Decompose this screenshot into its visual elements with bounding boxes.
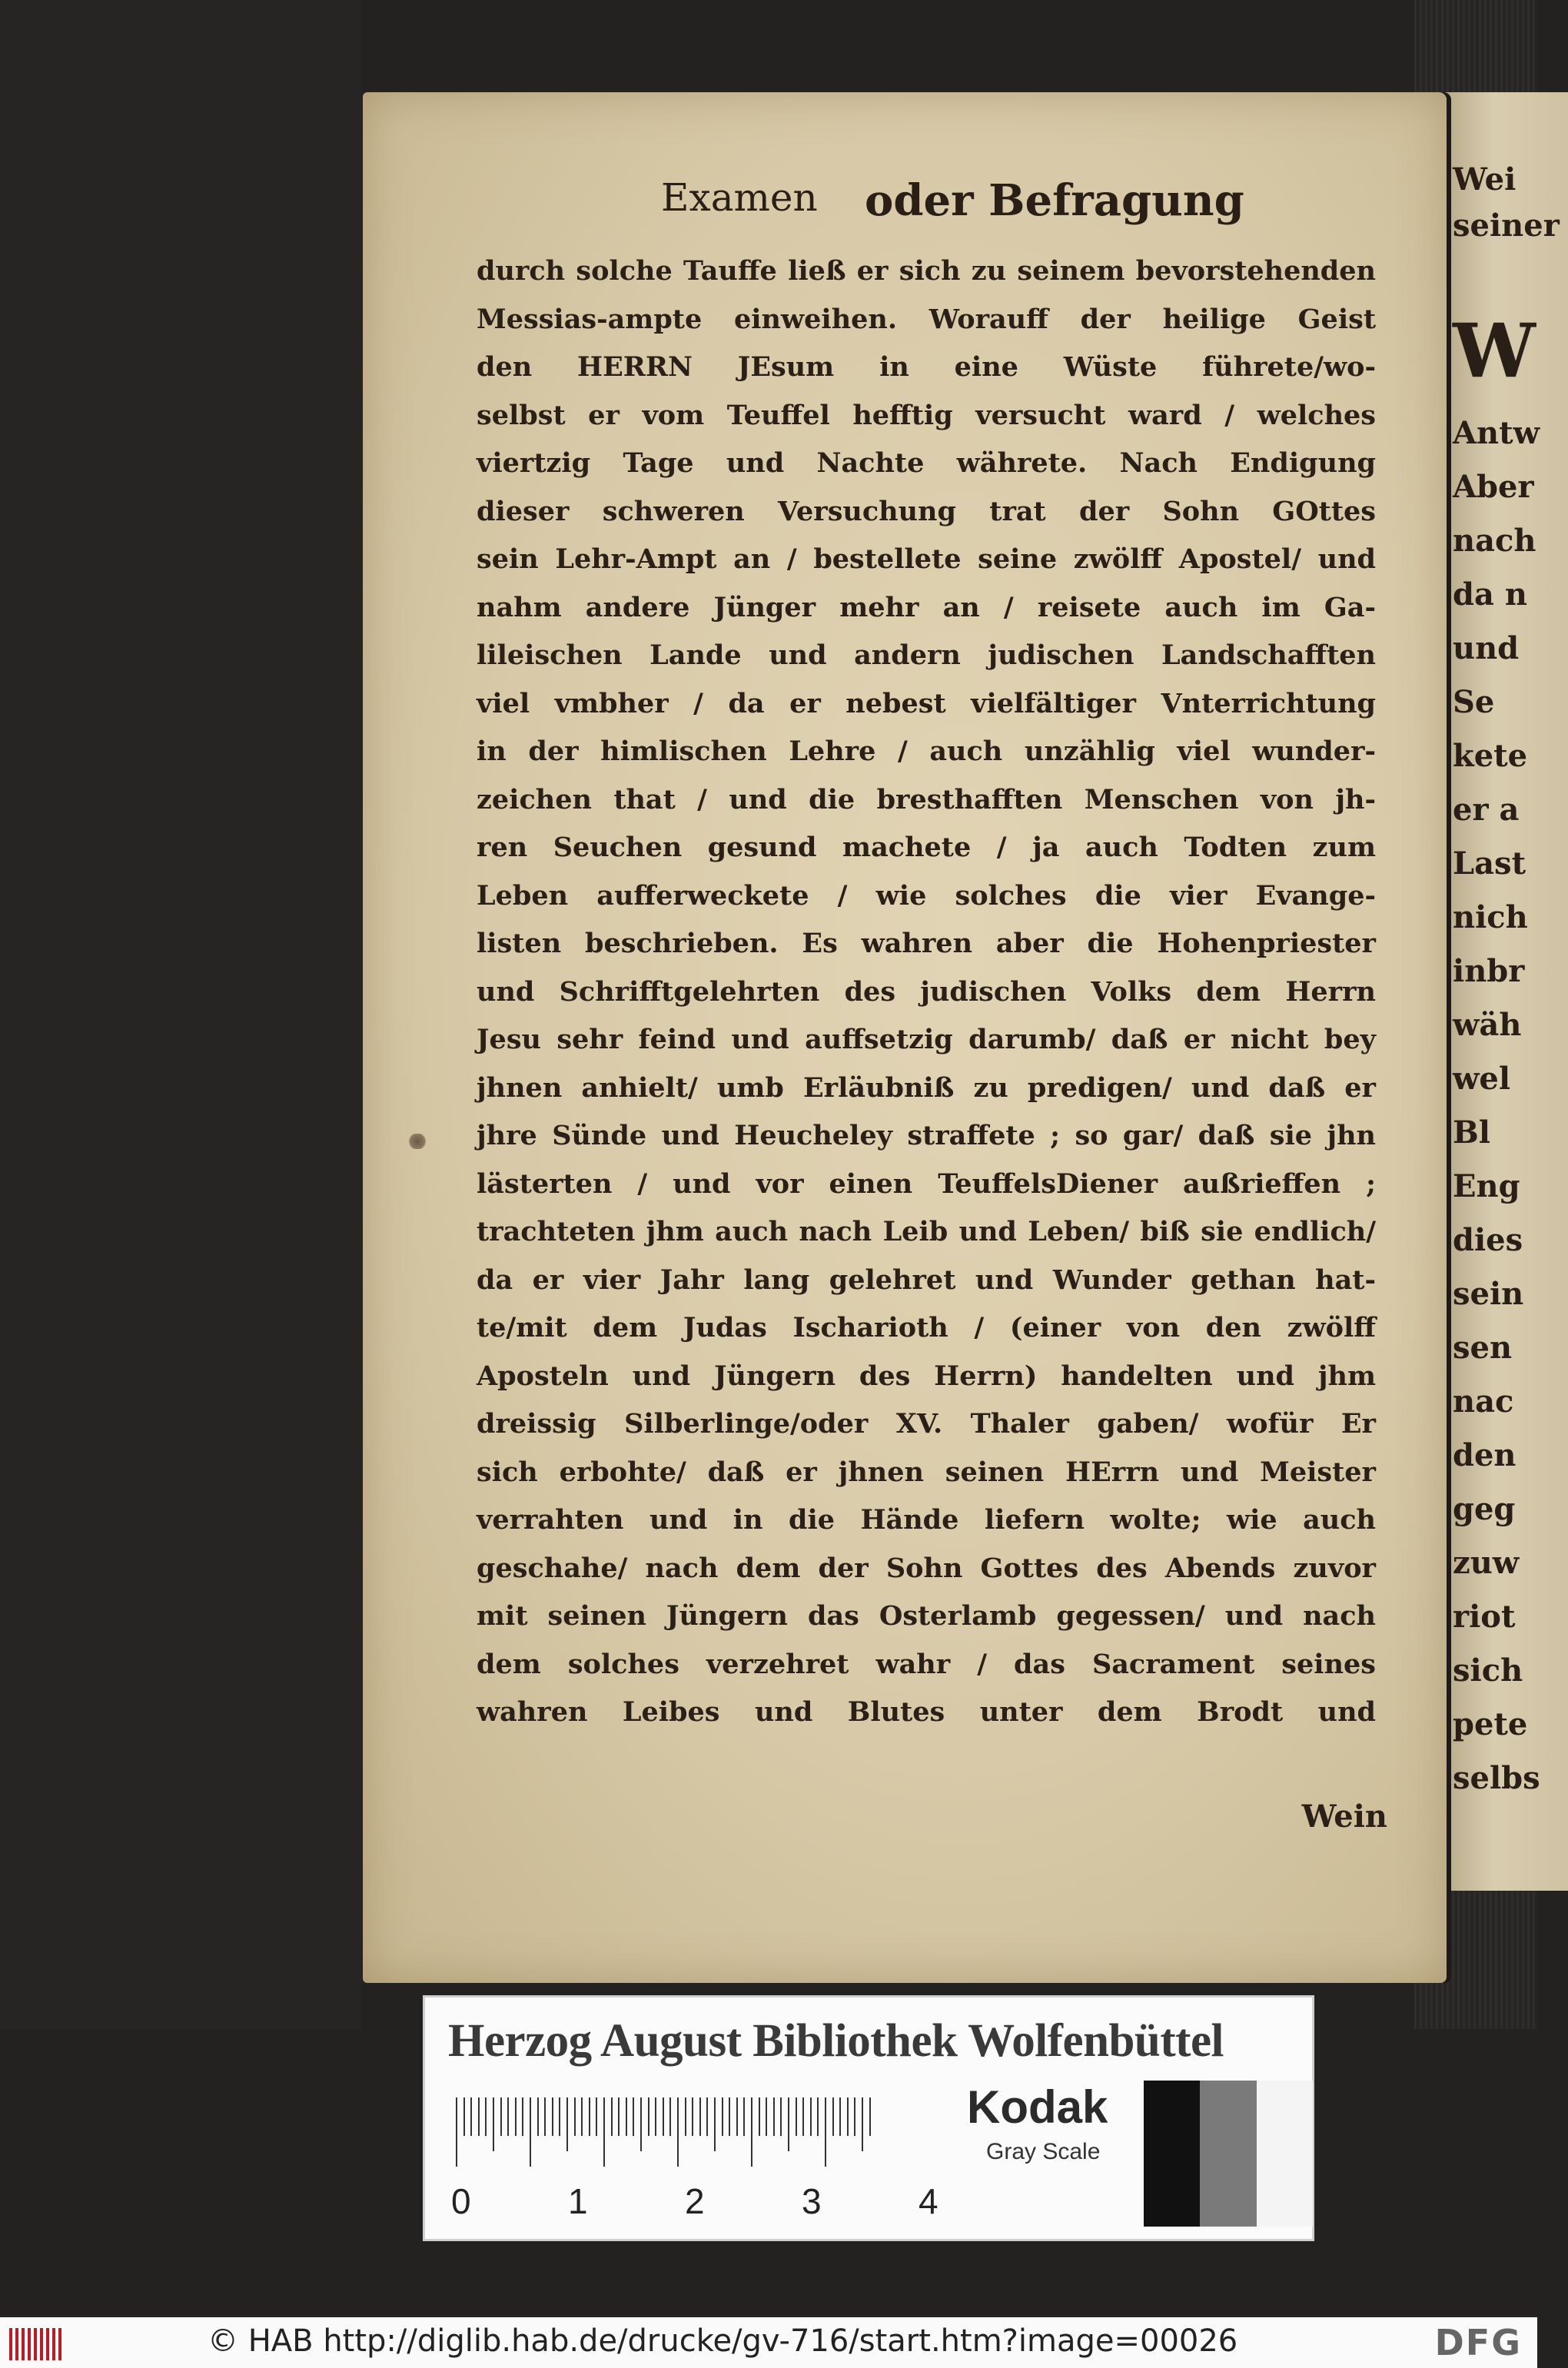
facing-page-fragment: und	[1453, 630, 1520, 666]
gray-swatch	[1144, 2081, 1200, 2227]
ruler-tick	[729, 2097, 730, 2136]
text-line: Leben aufferweckete / wie solches die vier Evange-	[477, 879, 1376, 912]
text-line: dieser schweren Versuchung trat der Sohn GOttes	[477, 495, 1376, 527]
hab-logo-icon	[9, 2328, 65, 2360]
facing-page-fragment: seiner	[1453, 208, 1560, 244]
ruler-tick	[463, 2097, 465, 2136]
facing-page	[1445, 92, 1568, 1891]
ruler-number: 2	[685, 2181, 705, 2221]
ruler-tick	[500, 2097, 502, 2136]
text-line: sein Lehr-Ampt an / bestellete seine zwölff Apostel/ und	[477, 543, 1376, 575]
facing-page-fragment: W	[1453, 307, 1536, 394]
gray-scale-label: Gray Scale	[986, 2139, 1101, 2164]
ruler-tick	[559, 2097, 560, 2136]
facing-page-fragment: Bl	[1453, 1114, 1491, 1151]
ruler-tick	[655, 2097, 656, 2136]
ruler-tick	[699, 2097, 701, 2136]
text-line: lästerten / und vor einen TeuffelsDiener außrieffen ;	[477, 1167, 1376, 1200]
facing-page-fragment: geg	[1453, 1491, 1516, 1527]
ruler-tick	[537, 2097, 539, 2136]
ruler-tick	[780, 2097, 782, 2136]
ruler-tick	[589, 2097, 590, 2136]
ruler-tick	[759, 2097, 760, 2136]
ruler-tick	[618, 2097, 620, 2136]
gray-swatch	[1257, 2081, 1313, 2227]
ruler-tick	[522, 2097, 523, 2136]
text-line: geschahe/ nach dem der Sohn Gottes des Abends zuvor	[477, 1552, 1376, 1584]
ruler-tick	[574, 2097, 576, 2136]
ruler-tick	[751, 2097, 752, 2167]
text-line: und Schrifftgelehrten des judischen Volks dem Herrn	[477, 975, 1376, 1008]
ruler-number: 4	[919, 2181, 938, 2221]
ruler-tick	[810, 2097, 812, 2136]
ruler-tick	[544, 2097, 546, 2136]
facing-page-fragment: den	[1453, 1437, 1517, 1473]
text-line: den HERRN JEsum in eine Wüste führete/wo-	[477, 351, 1376, 383]
ruler-tick	[839, 2097, 841, 2136]
text-line: jhre Sünde und Heucheley straffete ; so gar/ daß sie jhn	[477, 1120, 1376, 1151]
gray-swatches	[1144, 2081, 1313, 2227]
ruler-tick	[802, 2097, 804, 2136]
text-line: Aposteln und Jüngern des Herrn) handelten und jhm	[477, 1360, 1376, 1392]
ruler-tick	[626, 2097, 627, 2136]
ruler-tick	[552, 2097, 553, 2136]
ruler-tick	[796, 2097, 797, 2136]
ruler-tick	[603, 2097, 605, 2167]
ruler-number: 0	[451, 2181, 471, 2221]
text-line: lileischen Lande und andern judischen Landschafften	[477, 639, 1376, 671]
left-cover-board	[0, 0, 361, 2029]
ruler-tick	[869, 2097, 871, 2136]
text-line: te/mit dem Judas Ischarioth / (einer von den zwölff	[477, 1312, 1376, 1343]
text-line: verrahten und in die Hände liefern wolte; wie auch	[477, 1504, 1376, 1536]
ruler-tick	[766, 2097, 767, 2136]
ruler-tick	[743, 2097, 745, 2136]
page-text-block	[477, 247, 1376, 1737]
ruler-tick	[470, 2097, 472, 2136]
ruler-tick	[736, 2097, 738, 2136]
text-line: trachteten jhm auch nach Leib und Leben/ biß sie endlich/	[477, 1216, 1376, 1247]
color-calibration-strip	[423, 1995, 1314, 2241]
running-head-word-2: oder Befragung	[865, 175, 1244, 226]
text-line: durch solche Tauffe ließ er sich zu seinem bevorstehenden	[477, 255, 1376, 287]
ruler-tick	[825, 2097, 826, 2167]
dfg-logo: DFG	[1434, 2322, 1522, 2363]
ruler-tick	[817, 2097, 819, 2136]
ruler-tick	[832, 2097, 834, 2136]
ruler-tick	[478, 2097, 480, 2136]
ruler-tick	[706, 2097, 708, 2136]
facing-page-fragment: nich	[1453, 899, 1528, 935]
footer-source-url[interactable]: © HAB http://diglib.hab.de/drucke/gv-716/start.htm?image=00026	[208, 2323, 1238, 2359]
facing-page-fragment: Wei	[1453, 161, 1517, 198]
gray-swatch	[1200, 2081, 1256, 2227]
ruler-tick	[596, 2097, 597, 2136]
ruler-tick	[669, 2097, 671, 2136]
text-line: jhnen anhielt/ umb Erläubniß zu predigen/ und daß er	[477, 1071, 1376, 1104]
facing-page-fragment: wel	[1453, 1061, 1511, 1097]
text-line: zeichen that / und die bresthafften Menschen von jh-	[477, 783, 1376, 815]
ruler-tick	[862, 2097, 863, 2151]
ruler-tick	[722, 2097, 723, 2136]
facing-page-fragment: sein	[1453, 1276, 1524, 1312]
facing-page-fragment: dies	[1453, 1222, 1523, 1258]
text-line: ren Seuchen gesund machete / ja auch Todten zum	[477, 832, 1376, 863]
ruler-tick	[611, 2097, 613, 2136]
text-line: in der himlischen Lehre / auch unzählig viel wunder-	[477, 736, 1376, 767]
ruler-tick	[485, 2097, 487, 2136]
facing-page-fragment: nac	[1453, 1383, 1514, 1420]
facing-page-fragment: Se	[1453, 684, 1495, 720]
ruler-tick	[648, 2097, 649, 2136]
ruler-tick	[692, 2097, 693, 2136]
facing-page-fragment: nach	[1453, 523, 1536, 559]
facing-page-fragment: riot	[1453, 1599, 1516, 1635]
ruler-tick	[633, 2097, 634, 2136]
running-head-word-1: Examen	[661, 175, 818, 220]
ruler-tick	[788, 2097, 789, 2151]
text-line: nahm andere Jünger mehr an / reisete auch im Ga-	[477, 591, 1376, 623]
catchword: Wein	[1301, 1798, 1387, 1835]
facing-page-fragment: zuw	[1453, 1545, 1520, 1581]
facing-page-fragment: Last	[1453, 845, 1526, 882]
text-line: sich erbohte/ daß er jhnen seinen HErrn und Meister	[477, 1456, 1376, 1488]
strip-title: Herzog August Bibliothek Wolfenbüttel	[448, 2015, 1224, 2067]
ruler-tick	[663, 2097, 664, 2136]
facing-page-fragment: sen	[1453, 1330, 1513, 1366]
text-line: Messias-ampte einweihen. Worauff der heilige Geist	[477, 303, 1376, 335]
ruler-tick	[456, 2097, 457, 2167]
text-line: dem solches verzehret wahr / das Sacrament seines	[477, 1648, 1376, 1680]
ruler-tick	[714, 2097, 716, 2151]
footer-bar	[0, 2317, 1537, 2368]
text-line: dreissig Silberlinge/oder XV. Thaler gaben/ wofür Er	[477, 1408, 1376, 1440]
kodak-logo: Kodak	[967, 2081, 1108, 2133]
ruler	[451, 2097, 938, 2236]
ruler-number: 3	[802, 2181, 822, 2221]
ruler-tick	[581, 2097, 583, 2136]
facing-page-fragment: er a	[1453, 792, 1520, 828]
ruler-tick	[854, 2097, 855, 2136]
text-line: mit seinen Jüngern das Osterlamb gegessen/ und nach	[477, 1600, 1376, 1632]
text-line: da er vier Jahr lang gelehret und Wunder gethan hat-	[477, 1264, 1376, 1296]
ruler-tick	[773, 2097, 775, 2136]
text-line: wahren Leibes und Blutes unter dem Brodt und	[477, 1696, 1376, 1728]
facing-page-fragment: sich	[1453, 1652, 1523, 1689]
text-line: listen beschrieben. Es wahren aber die Hohenpriester	[477, 928, 1376, 959]
ruler-tick	[530, 2097, 531, 2167]
facing-page-fragment: pete	[1453, 1706, 1528, 1742]
ruler-tick	[640, 2097, 642, 2151]
ruler-tick	[685, 2097, 686, 2136]
ruler-tick	[515, 2097, 517, 2136]
facing-page-fragment: da n	[1453, 576, 1527, 613]
text-line: viertzig Tage und Nachte währete. Nach Endigung	[477, 447, 1376, 479]
ruler-tick	[507, 2097, 509, 2136]
facing-page-fragment: kete	[1453, 738, 1528, 774]
facing-page-fragment: inbr	[1453, 953, 1525, 989]
ruler-tick	[566, 2097, 568, 2151]
ruler-tick	[493, 2097, 494, 2151]
facing-page-fragment: Antw	[1453, 415, 1540, 451]
facing-page-fragment: selbs	[1453, 1760, 1540, 1796]
ruler-number: 1	[568, 2181, 588, 2221]
text-line: viel vmbher / da er nebest vielfältiger Vnterrichtung	[477, 687, 1376, 719]
facing-page-fragment: wäh	[1453, 1007, 1522, 1043]
text-line: selbst er vom Teuffel hefftig versucht ward / welches	[477, 399, 1376, 431]
text-line: Jesu sehr feind und auffsetzig darumb/ daß er nicht bey	[477, 1024, 1376, 1055]
ink-spot	[407, 1134, 427, 1149]
ruler-tick	[677, 2097, 679, 2167]
facing-page-fragment: Eng	[1453, 1168, 1520, 1204]
ruler-tick	[847, 2097, 849, 2136]
facing-page-fragment: Aber	[1453, 469, 1534, 505]
